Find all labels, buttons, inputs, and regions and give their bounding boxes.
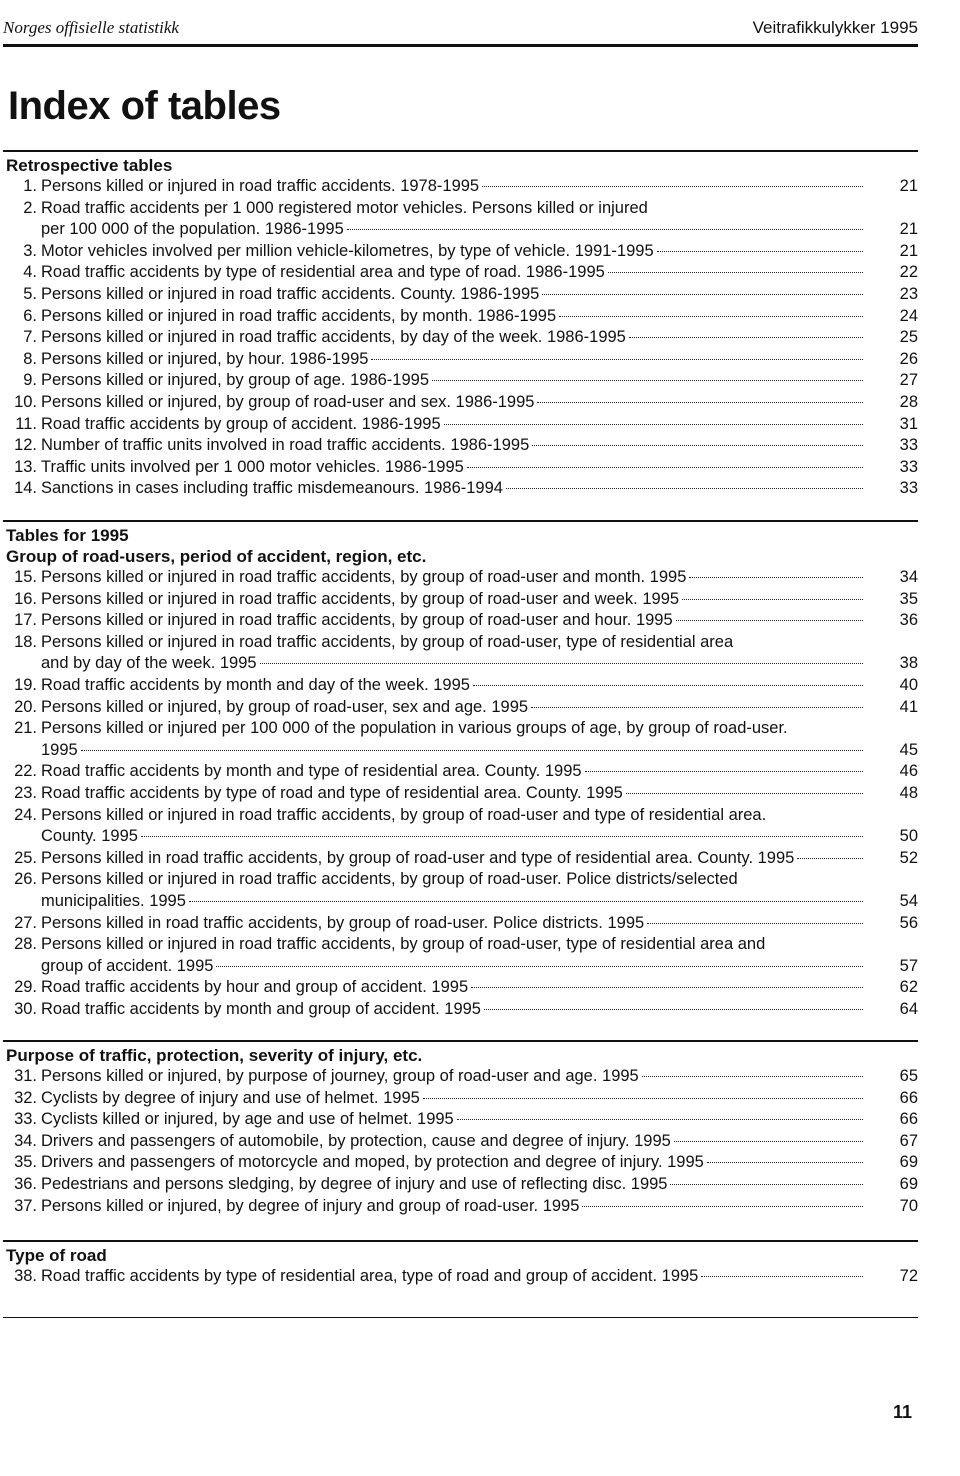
entry-page-number: 23 bbox=[899, 284, 918, 303]
index-entry[interactable] bbox=[3, 610, 918, 632]
dot-leader bbox=[657, 251, 863, 252]
entry-number: 35. bbox=[14, 1153, 37, 1172]
dot-leader bbox=[559, 316, 863, 317]
dot-leader bbox=[473, 685, 863, 686]
entry-number: 19. bbox=[14, 675, 37, 694]
entry-page-number: 33 bbox=[899, 436, 918, 455]
entry-page-number: 62 bbox=[899, 978, 918, 997]
running-header bbox=[3, 14, 918, 42]
entry-title: Persons killed or injured in road traffic accidents, by group of road-user. Police districts/selected bbox=[41, 870, 738, 889]
entry-title: Persons killed in road traffic accidents, by group of road-user and type of residential area. County. 1995 bbox=[41, 848, 795, 867]
entry-page-number: 26 bbox=[899, 349, 918, 368]
entry-title: Road traffic accidents per 1 000 registered motor vehicles. Persons killed or injured bbox=[41, 198, 648, 217]
dot-leader bbox=[585, 771, 863, 772]
entry-title: Persons killed or injured in road traffic accidents, by group of road-user, type of residential area bbox=[41, 632, 734, 651]
index-entry[interactable] bbox=[3, 718, 918, 761]
entry-number: 3. bbox=[23, 241, 37, 260]
dot-leader bbox=[582, 1206, 863, 1207]
dot-leader bbox=[482, 186, 863, 187]
entry-number: 33. bbox=[14, 1110, 37, 1129]
dot-leader bbox=[676, 620, 863, 621]
entry-title: Motor vehicles involved per million vehicle-kilometres, by type of vehicle. 1991-1995 bbox=[41, 241, 654, 260]
index-entry[interactable] bbox=[3, 999, 918, 1021]
entry-page-number: 33 bbox=[899, 457, 918, 476]
dot-leader bbox=[484, 1009, 863, 1010]
entry-page-number: 65 bbox=[899, 1067, 918, 1085]
entry-number: 24. bbox=[14, 805, 37, 824]
index-entry[interactable] bbox=[3, 478, 918, 500]
entry-title: Persons killed or injured in road traffic accidents, by group of road-user and hour. 1995 bbox=[41, 611, 673, 630]
dot-leader bbox=[626, 793, 863, 794]
index-entry[interactable] bbox=[3, 848, 918, 870]
entry-number: 26. bbox=[14, 870, 37, 889]
section-heading: Retrospective tables bbox=[6, 156, 173, 175]
entry-title: Road traffic accidents by month and group of accident. 1995 bbox=[41, 999, 481, 1018]
dot-leader bbox=[471, 987, 863, 988]
entry-number: 8. bbox=[23, 349, 37, 368]
entry-title: Persons killed or injured, by group of road-user, sex and age. 1995 bbox=[41, 697, 529, 716]
index-entry[interactable] bbox=[3, 1196, 918, 1218]
dot-leader bbox=[707, 1162, 863, 1163]
section-rule bbox=[3, 1040, 918, 1042]
index-entry[interactable] bbox=[3, 349, 918, 371]
entry-title: Persons killed or injured in road traffic accidents. County. 1986-1995 bbox=[41, 284, 540, 303]
entry-page-number: 27 bbox=[899, 371, 918, 390]
entry-page-number: 36 bbox=[899, 611, 918, 630]
dot-leader bbox=[371, 359, 863, 360]
section-heading: Purpose of traffic, protection, severity of injury, etc. bbox=[6, 1046, 423, 1065]
entry-title: Road traffic accidents by type of road and type of residential area. County. 1995 bbox=[41, 783, 623, 802]
entry-title: Traffic units involved per 1 000 motor vehicles. 1986-1995 bbox=[41, 457, 464, 476]
entry-number: 28. bbox=[14, 935, 37, 954]
entry-page-number: 25 bbox=[899, 328, 918, 347]
entry-number: 37. bbox=[14, 1196, 37, 1215]
entry-title: Persons killed or injured, by group of road-user and sex. 1986-1995 bbox=[41, 392, 535, 411]
entry-page-number: 48 bbox=[899, 783, 918, 802]
publication-series: Norges offisielle statistikk bbox=[3, 18, 179, 37]
entry-page-number: 31 bbox=[899, 414, 918, 433]
entry-page-number: 50 bbox=[899, 827, 918, 846]
page-number: 11 bbox=[892, 1402, 912, 1422]
entry-page-number: 45 bbox=[899, 740, 918, 759]
index-entry[interactable] bbox=[3, 306, 918, 328]
entry-number: 29. bbox=[14, 978, 37, 997]
entry-number: 27. bbox=[14, 913, 37, 932]
entry-number: 13. bbox=[14, 457, 37, 476]
index-entry[interactable] bbox=[3, 370, 918, 392]
entry-number: 2. bbox=[23, 198, 37, 217]
index-entry[interactable] bbox=[3, 869, 918, 912]
entry-title: municipalities. 1995 bbox=[41, 891, 186, 910]
section-retrospective-tables bbox=[3, 150, 918, 500]
entry-title: and by day of the week. 1995 bbox=[41, 654, 257, 673]
entry-title: Persons killed or injured, by degree of injury and group of road-user. 1995 bbox=[41, 1196, 580, 1215]
entry-page-number: 67 bbox=[899, 1131, 918, 1150]
entry-number: 10. bbox=[14, 392, 37, 411]
dot-leader bbox=[81, 750, 863, 751]
dot-leader bbox=[467, 467, 863, 468]
index-entry[interactable] bbox=[3, 589, 918, 611]
dot-leader bbox=[432, 380, 863, 381]
entry-number: 12. bbox=[14, 436, 37, 455]
index-entry[interactable] bbox=[3, 1152, 918, 1174]
index-entry[interactable] bbox=[3, 176, 918, 198]
section-rule bbox=[3, 520, 918, 522]
entry-number: 9. bbox=[23, 371, 37, 390]
dot-leader bbox=[347, 229, 863, 230]
dot-leader bbox=[701, 1276, 863, 1277]
section-heading: Type of road bbox=[6, 1246, 107, 1265]
dot-leader bbox=[689, 577, 863, 578]
entry-title: Persons killed or injured, by hour. 1986-1995 bbox=[41, 349, 369, 368]
entry-title: Persons killed or injured in road traffic accidents, by group of road-user, type of residential area and bbox=[41, 935, 766, 954]
header-rule bbox=[3, 44, 918, 47]
section-type-of-road bbox=[3, 1240, 918, 1288]
index-entry[interactable] bbox=[3, 1174, 918, 1196]
entry-page-number: 64 bbox=[899, 999, 918, 1018]
entry-number: 17. bbox=[14, 611, 37, 630]
index-entry[interactable] bbox=[3, 675, 918, 697]
index-entry[interactable] bbox=[3, 198, 918, 241]
index-entry[interactable] bbox=[3, 934, 918, 977]
section-rule bbox=[3, 1240, 918, 1242]
entry-number: 31. bbox=[14, 1067, 37, 1085]
index-entry[interactable] bbox=[3, 913, 918, 935]
entry-title: Persons killed or injured in road traffic accidents, by group of road-user and type of residential area. bbox=[41, 805, 767, 824]
index-entry[interactable] bbox=[3, 1131, 918, 1153]
entry-number: 23. bbox=[14, 783, 37, 802]
entry-number: 20. bbox=[14, 697, 37, 716]
index-entry[interactable] bbox=[3, 1109, 918, 1131]
entry-title: group of accident. 1995 bbox=[41, 956, 214, 975]
dot-leader bbox=[608, 272, 863, 273]
entry-page-number: 69 bbox=[899, 1174, 918, 1193]
section-heading: Tables for 1995 bbox=[6, 526, 129, 545]
entry-title: Persons killed or injured in road traffic accidents, by group of road-user and week. 1995 bbox=[41, 589, 680, 608]
index-entry[interactable] bbox=[3, 392, 918, 414]
entry-number: 25. bbox=[14, 848, 37, 867]
index-entry[interactable] bbox=[3, 327, 918, 349]
index-entry[interactable] bbox=[3, 1066, 918, 1088]
dot-leader bbox=[423, 1098, 863, 1099]
entry-title: Pedestrians and persons sledging, by degree of injury and use of reflecting disc. 1995 bbox=[41, 1174, 668, 1193]
entry-title: Road traffic accidents by month and type of residential area. County. 1995 bbox=[41, 762, 582, 781]
entry-page-number: 33 bbox=[899, 479, 918, 498]
dot-leader bbox=[444, 424, 863, 425]
entry-page-number: 70 bbox=[899, 1196, 918, 1215]
dot-leader bbox=[647, 923, 863, 924]
dot-leader bbox=[141, 836, 863, 837]
publication-title: Veitrafikkulykker 1995 bbox=[752, 18, 918, 37]
entry-page-number: 38 bbox=[899, 654, 918, 673]
entry-title: Persons killed or injured in road traffic accidents, by day of the week. 1986-1995 bbox=[41, 328, 626, 347]
entry-page-number: 46 bbox=[899, 762, 918, 781]
entry-number: 38. bbox=[14, 1267, 37, 1285]
entry-page-number: 56 bbox=[899, 913, 918, 932]
dot-leader bbox=[629, 337, 863, 338]
entry-page-number: 40 bbox=[899, 675, 918, 694]
dot-leader bbox=[189, 901, 863, 902]
entry-title: Drivers and passengers of automobile, by protection, cause and degree of injury. 1995 bbox=[41, 1131, 671, 1150]
entry-number: 1. bbox=[23, 177, 37, 195]
entry-page-number: 66 bbox=[899, 1110, 918, 1129]
entry-number: 6. bbox=[23, 306, 37, 325]
bottom-rule bbox=[3, 1317, 918, 1318]
section-heading: Group of road-users, period of accident, region, etc. bbox=[6, 547, 427, 566]
entry-number: 15. bbox=[14, 568, 37, 586]
entry-title: Road traffic accidents by type of residential area and type of road. 1986-1995 bbox=[41, 263, 605, 282]
dot-leader bbox=[537, 402, 863, 403]
dot-leader bbox=[682, 599, 863, 600]
entry-page-number: 21 bbox=[899, 177, 918, 195]
entry-number: 7. bbox=[23, 328, 37, 347]
index-entry[interactable] bbox=[3, 1088, 918, 1110]
entry-title: Persons killed or injured in road traffic accidents. 1978-1995 bbox=[41, 177, 480, 195]
entry-title: 1995 bbox=[41, 740, 78, 759]
entry-page-number: 66 bbox=[899, 1088, 918, 1107]
entry-number: 11. bbox=[15, 414, 37, 433]
index-entry[interactable] bbox=[3, 457, 918, 479]
entry-title: Cyclists by degree of injury and use of helmet. 1995 bbox=[41, 1088, 420, 1107]
index-entry[interactable] bbox=[3, 977, 918, 999]
entry-title: Cyclists killed or injured, by age and use of helmet. 1995 bbox=[41, 1110, 454, 1129]
entry-page-number: 69 bbox=[899, 1153, 918, 1172]
dot-leader bbox=[260, 663, 863, 664]
index-entry[interactable] bbox=[3, 697, 918, 719]
entry-title: Road traffic accidents by type of residential area, type of road and group of accident. 1995 bbox=[41, 1267, 699, 1285]
index-entry[interactable] bbox=[3, 567, 918, 589]
index-entry[interactable] bbox=[3, 262, 918, 284]
entry-title: Persons killed in road traffic accidents, by group of road-user. Police districts. 1995 bbox=[41, 913, 645, 932]
entry-title: Persons killed or injured per 100 000 of the population in various groups of age, by group of road-user. bbox=[41, 719, 788, 738]
entry-page-number: 35 bbox=[899, 589, 918, 608]
dot-leader bbox=[531, 707, 863, 708]
index-entry[interactable] bbox=[3, 435, 918, 457]
entry-number: 30. bbox=[14, 999, 37, 1018]
entry-page-number: 52 bbox=[899, 848, 918, 867]
index-entry[interactable] bbox=[3, 1266, 918, 1288]
entry-number: 16. bbox=[14, 589, 37, 608]
entry-page-number: 57 bbox=[899, 956, 918, 975]
entry-page-number: 34 bbox=[899, 568, 918, 586]
dot-leader bbox=[457, 1119, 863, 1120]
entry-title: Persons killed or injured in road traffic accidents, by group of road-user and month. 1995 bbox=[41, 568, 687, 586]
entry-title: Road traffic accidents by hour and group of accident. 1995 bbox=[41, 978, 469, 997]
dot-leader bbox=[532, 445, 863, 446]
dot-leader bbox=[674, 1141, 863, 1142]
index-entry[interactable] bbox=[3, 632, 918, 675]
entry-page-number: 24 bbox=[899, 306, 918, 325]
entry-title: Sanctions in cases including traffic misdemeanours. 1986-1994 bbox=[41, 479, 503, 498]
entry-page-number: 22 bbox=[899, 263, 918, 282]
entry-number: 21. bbox=[14, 719, 37, 738]
entry-page-number: 21 bbox=[899, 241, 918, 260]
entry-title: Drivers and passengers of motorcycle and moped, by protection and degree of injury. 1995 bbox=[41, 1153, 704, 1172]
entry-page-number: 54 bbox=[899, 891, 918, 910]
dot-leader bbox=[670, 1184, 863, 1185]
index-entry[interactable] bbox=[3, 284, 918, 306]
dot-leader bbox=[216, 966, 863, 967]
entry-number: 32. bbox=[14, 1088, 37, 1107]
entry-page-number: 41 bbox=[899, 697, 918, 716]
entry-title: per 100 000 of the population. 1986-1995 bbox=[41, 220, 344, 239]
entry-title: Road traffic accidents by month and day of the week. 1995 bbox=[41, 675, 470, 694]
dot-leader bbox=[542, 294, 863, 295]
index-entry[interactable] bbox=[3, 805, 918, 848]
page-title: Index of tables bbox=[8, 84, 281, 128]
section-tables-for-1995 bbox=[3, 520, 918, 1020]
entry-title: County. 1995 bbox=[41, 827, 138, 846]
dot-leader bbox=[797, 858, 863, 859]
entry-number: 34. bbox=[14, 1131, 37, 1150]
index-entry[interactable] bbox=[3, 761, 918, 783]
entry-title: Road traffic accidents by group of accident. 1986-1995 bbox=[41, 414, 441, 433]
entry-number: 4. bbox=[23, 263, 37, 282]
entry-title: Persons killed or injured in road traffic accidents, by month. 1986-1995 bbox=[41, 306, 557, 325]
entry-title: Persons killed or injured, by group of age. 1986-1995 bbox=[41, 371, 429, 390]
index-entry[interactable] bbox=[3, 241, 918, 263]
entry-number: 36. bbox=[14, 1174, 37, 1193]
entry-number: 5. bbox=[23, 284, 37, 303]
entry-page-number: 28 bbox=[899, 392, 918, 411]
section-rule bbox=[3, 150, 918, 152]
dot-leader bbox=[642, 1076, 863, 1077]
entry-page-number: 72 bbox=[899, 1267, 918, 1285]
entry-title: Persons killed or injured, by purpose of journey, group of road-user and age. 1995 bbox=[41, 1067, 639, 1085]
index-entry[interactable] bbox=[3, 414, 918, 436]
dot-leader bbox=[506, 488, 863, 489]
entry-title: Number of traffic units involved in road traffic accidents. 1986-1995 bbox=[41, 436, 530, 455]
entry-page-number: 21 bbox=[899, 220, 918, 239]
entry-number: 14. bbox=[14, 479, 37, 498]
entry-number: 18. bbox=[14, 632, 37, 651]
entry-number: 22. bbox=[14, 762, 37, 781]
index-entry[interactable] bbox=[3, 783, 918, 805]
section-purpose-of-traffic bbox=[3, 1040, 918, 1217]
